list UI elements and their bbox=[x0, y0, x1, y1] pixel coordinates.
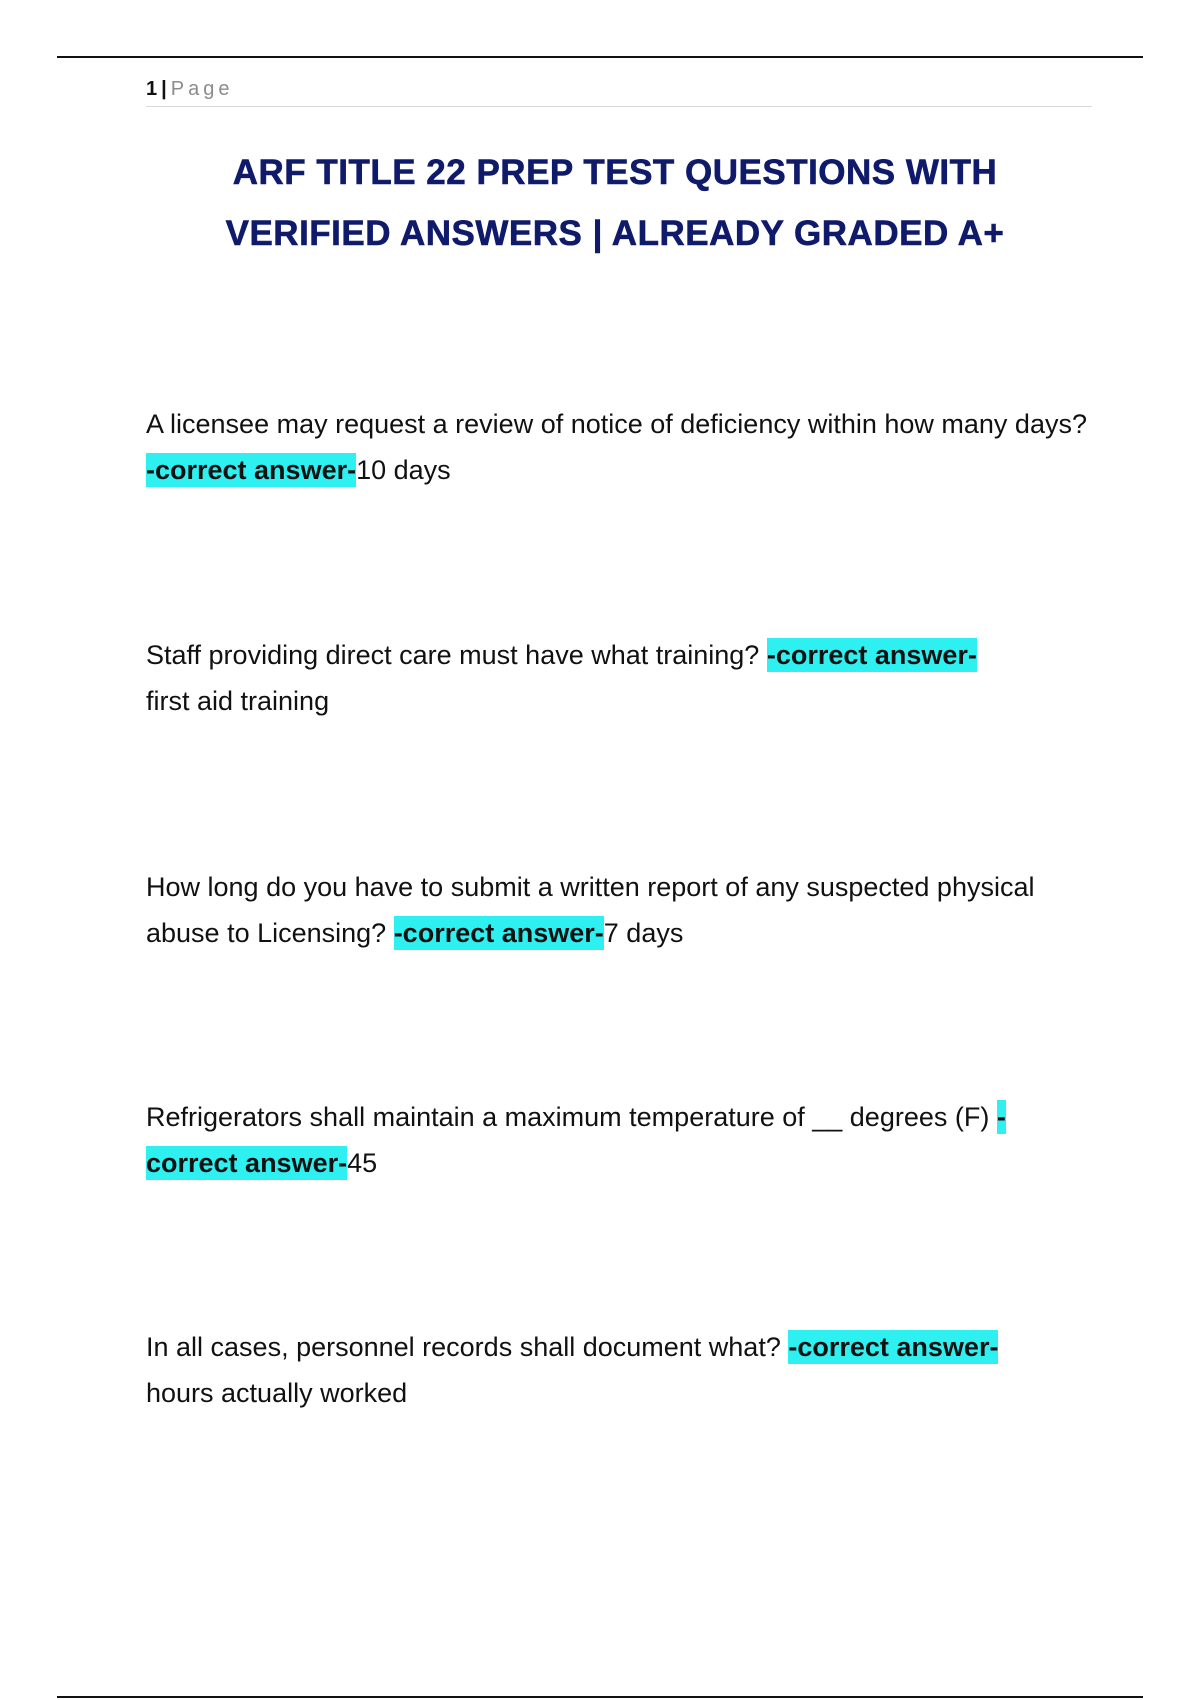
document-title-line-1: ARF TITLE 22 PREP TEST QUESTIONS WITH bbox=[232, 153, 998, 192]
answer-text: 10 days bbox=[356, 455, 451, 485]
question-text: How long do you have to submit a written report of any suspected physical abuse to Licensing? bbox=[146, 872, 1035, 948]
document-title bbox=[120, 142, 1110, 264]
qa-item bbox=[146, 632, 1096, 724]
correct-answer-marker: -correct answer- bbox=[393, 918, 604, 948]
top-rule bbox=[57, 56, 1143, 58]
question-text: In all cases, personnel records shall document what? bbox=[146, 1332, 789, 1362]
answer-text: hours actually worked bbox=[146, 1378, 408, 1408]
question-text: Staff providing direct care must have what training? bbox=[146, 640, 767, 670]
document-title-line-2: VERIFIED ANSWERS | ALREADY GRADED A+ bbox=[225, 214, 1005, 253]
question-text: Refrigerators shall maintain a maximum temperature of __ degrees (F) bbox=[146, 1102, 997, 1132]
answer-text: 7 days bbox=[603, 918, 684, 948]
correct-answer-marker: -correct answer- bbox=[766, 640, 977, 670]
qa-item bbox=[146, 1324, 1096, 1416]
page-header bbox=[146, 76, 1092, 107]
qa-item bbox=[146, 1094, 1096, 1186]
qa-item bbox=[146, 401, 1096, 493]
correct-answer-marker: -correct answer- bbox=[146, 1102, 1006, 1178]
qa-item bbox=[146, 864, 1096, 956]
page-label: Page bbox=[170, 78, 234, 100]
question-text: A licensee may request a review of notice of deficiency within how many days? bbox=[146, 409, 1087, 439]
bottom-rule bbox=[57, 1696, 1143, 1698]
correct-answer-marker: -correct answer- bbox=[146, 455, 357, 485]
correct-answer-marker: -correct answer- bbox=[788, 1332, 999, 1362]
page-separator: | bbox=[161, 78, 167, 100]
answer-text: first aid training bbox=[146, 686, 330, 716]
answer-text: 45 bbox=[347, 1148, 378, 1178]
page-number: 1 bbox=[146, 78, 158, 100]
